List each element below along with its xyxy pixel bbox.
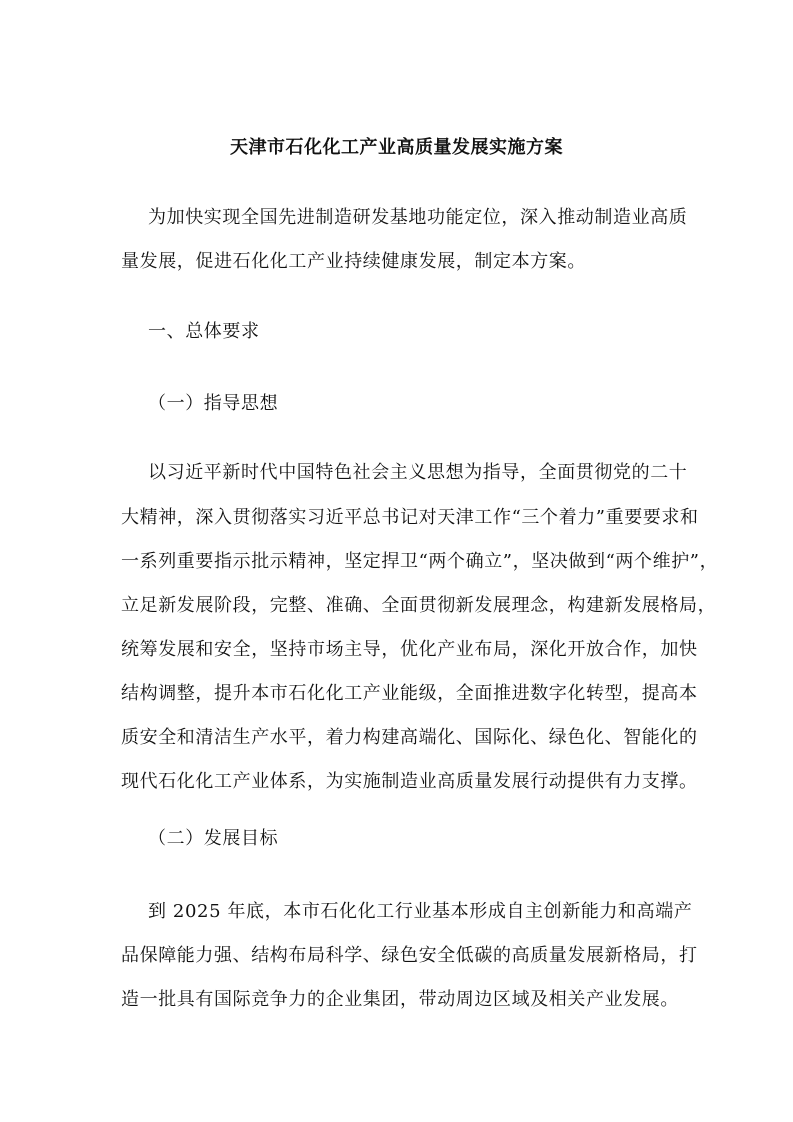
guiding-line-1: 以习近平新时代中国特色社会主义思想为指导，全面贯彻党的二十 bbox=[148, 462, 688, 483]
guiding-line-8: 现代石化化工产业体系，为实施制造业高质量发展行动提供有力支撑。 bbox=[121, 771, 698, 792]
document-title: 天津市石化化工产业高质量发展实施方案 bbox=[230, 137, 563, 158]
section-heading-general-requirements: 一、总体要求 bbox=[148, 321, 260, 342]
guiding-line-3: 一系列重要指示批示精神，坚定捍卫“两个确立”，坚决做到“两个维护”， bbox=[121, 551, 719, 572]
intro-line-1: 为加快实现全国先进制造研发基地功能定位，深入推动制造业高质 bbox=[148, 207, 688, 228]
goals-line-3: 造一批具有国际竞争力的企业集团，带动周边区域及相关产业发展。 bbox=[121, 989, 679, 1010]
goals-line-2: 品保障能力强、结构布局科学、绿色安全低碳的高质量发展新格局，打 bbox=[121, 945, 698, 966]
subsection-heading-guiding-ideology: （一）指导思想 bbox=[148, 393, 279, 414]
intro-line-2: 量发展，促进石化化工产业持续健康发展，制定本方案。 bbox=[121, 251, 586, 272]
guiding-line-2: 大精神，深入贯彻落实习近平总书记对天津工作“三个着力”重要要求和 bbox=[121, 507, 699, 528]
guiding-line-6: 结构调整，提升本市石化化工产业能级，全面推进数字化转型，提高本 bbox=[121, 683, 698, 704]
guiding-line-5: 统筹发展和安全，坚持市场主导，优化产业布局，深化开放合作，加快 bbox=[121, 639, 698, 660]
goals-line-1: 到 2025 年底，本市石化化工行业基本形成自主创新能力和高端产 bbox=[148, 901, 693, 922]
guiding-line-7: 质安全和清洁生产水平，着力构建高端化、国际化、绿色化、智能化的 bbox=[121, 727, 698, 748]
subsection-heading-development-goals: （二）发展目标 bbox=[148, 828, 279, 849]
guiding-line-4: 立足新发展阶段，完整、准确、全面贯彻新发展理念，构建新发展格局， bbox=[121, 595, 717, 616]
